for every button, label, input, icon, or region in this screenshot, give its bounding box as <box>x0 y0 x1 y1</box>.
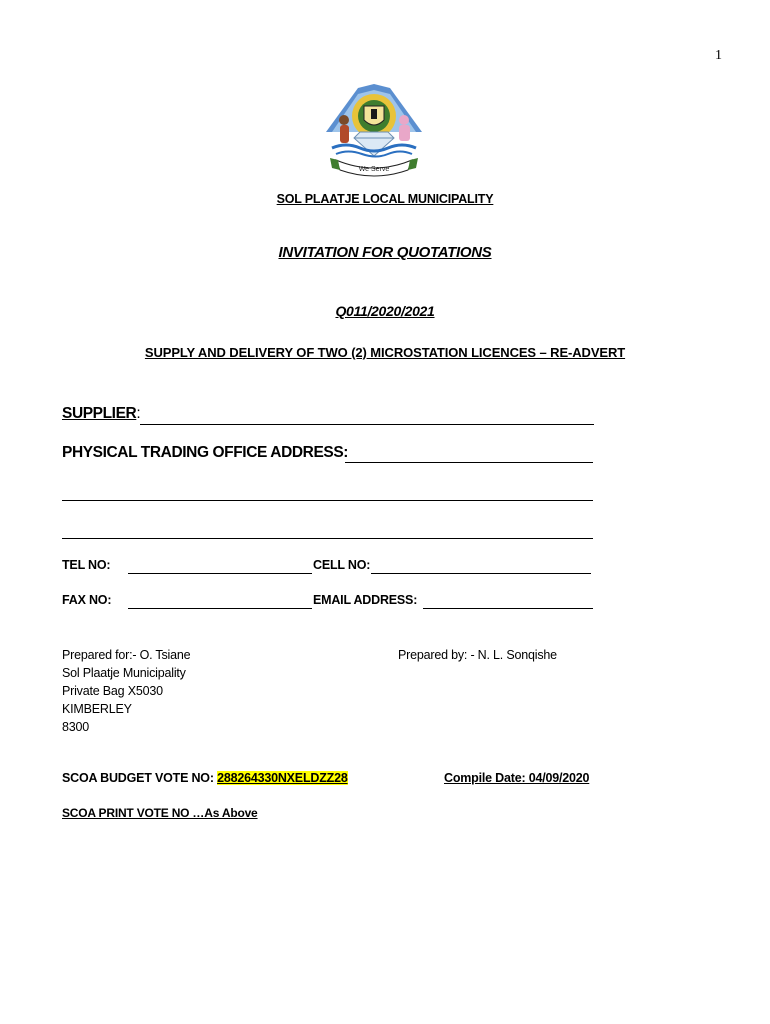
document-title: INVITATION FOR QUOTATIONS <box>278 244 492 261</box>
page-number: 1 <box>715 48 722 63</box>
cell-field[interactable] <box>371 573 591 574</box>
address-field-line1[interactable] <box>345 462 593 463</box>
scoa-budget-value: 288264330NXELDZZ28 <box>217 771 348 785</box>
prepared-for-address: Private Bag X5030 <box>62 684 163 698</box>
compile-date: Compile Date: 04/09/2020 <box>444 771 590 785</box>
address-label: PHYSICAL TRADING OFFICE ADDRESS: <box>62 444 349 461</box>
scoa-print-vote: SCOA PRINT VOTE NO …As Above <box>62 806 258 820</box>
scoa-budget-vote <box>62 771 348 785</box>
prepared-for-org: Sol Plaatje Municipality <box>62 666 186 680</box>
fax-field[interactable] <box>128 608 312 609</box>
address-field-line3[interactable] <box>62 538 593 539</box>
svg-text:We Serve: We Serve <box>358 166 390 173</box>
supplier-label: SUPPLIER <box>62 405 137 422</box>
reference-number: Q011/2020/2021 <box>335 303 435 319</box>
organization-name: SOL PLAATJE LOCAL MUNICIPALITY <box>276 192 494 206</box>
email-field[interactable] <box>423 608 593 609</box>
prepared-by: Prepared by: - N. L. Sonqishe <box>398 648 557 662</box>
fax-label: FAX NO: <box>62 593 112 607</box>
tel-field[interactable] <box>128 573 312 574</box>
address-field-line2[interactable] <box>62 500 593 501</box>
scoa-budget-label: SCOA BUDGET VOTE NO: <box>62 771 218 785</box>
tender-description: SUPPLY AND DELIVERY OF TWO (2) MICROSTATION LICENCES – RE-ADVERT <box>144 345 626 360</box>
prepared-for-block <box>62 646 190 736</box>
prepared-for-name: Prepared for:- O. Tsiane <box>62 648 191 662</box>
supplier-colon: : <box>136 405 141 422</box>
prepared-for-city: KIMBERLEY <box>62 702 132 716</box>
supplier-field[interactable] <box>140 424 594 425</box>
email-label: EMAIL ADDRESS: <box>313 593 418 607</box>
tel-label: TEL NO: <box>62 558 111 572</box>
cell-label: CELL NO: <box>313 558 371 572</box>
municipality-logo <box>318 80 430 180</box>
supplier-row <box>62 405 140 423</box>
prepared-for-postcode: 8300 <box>62 720 90 734</box>
